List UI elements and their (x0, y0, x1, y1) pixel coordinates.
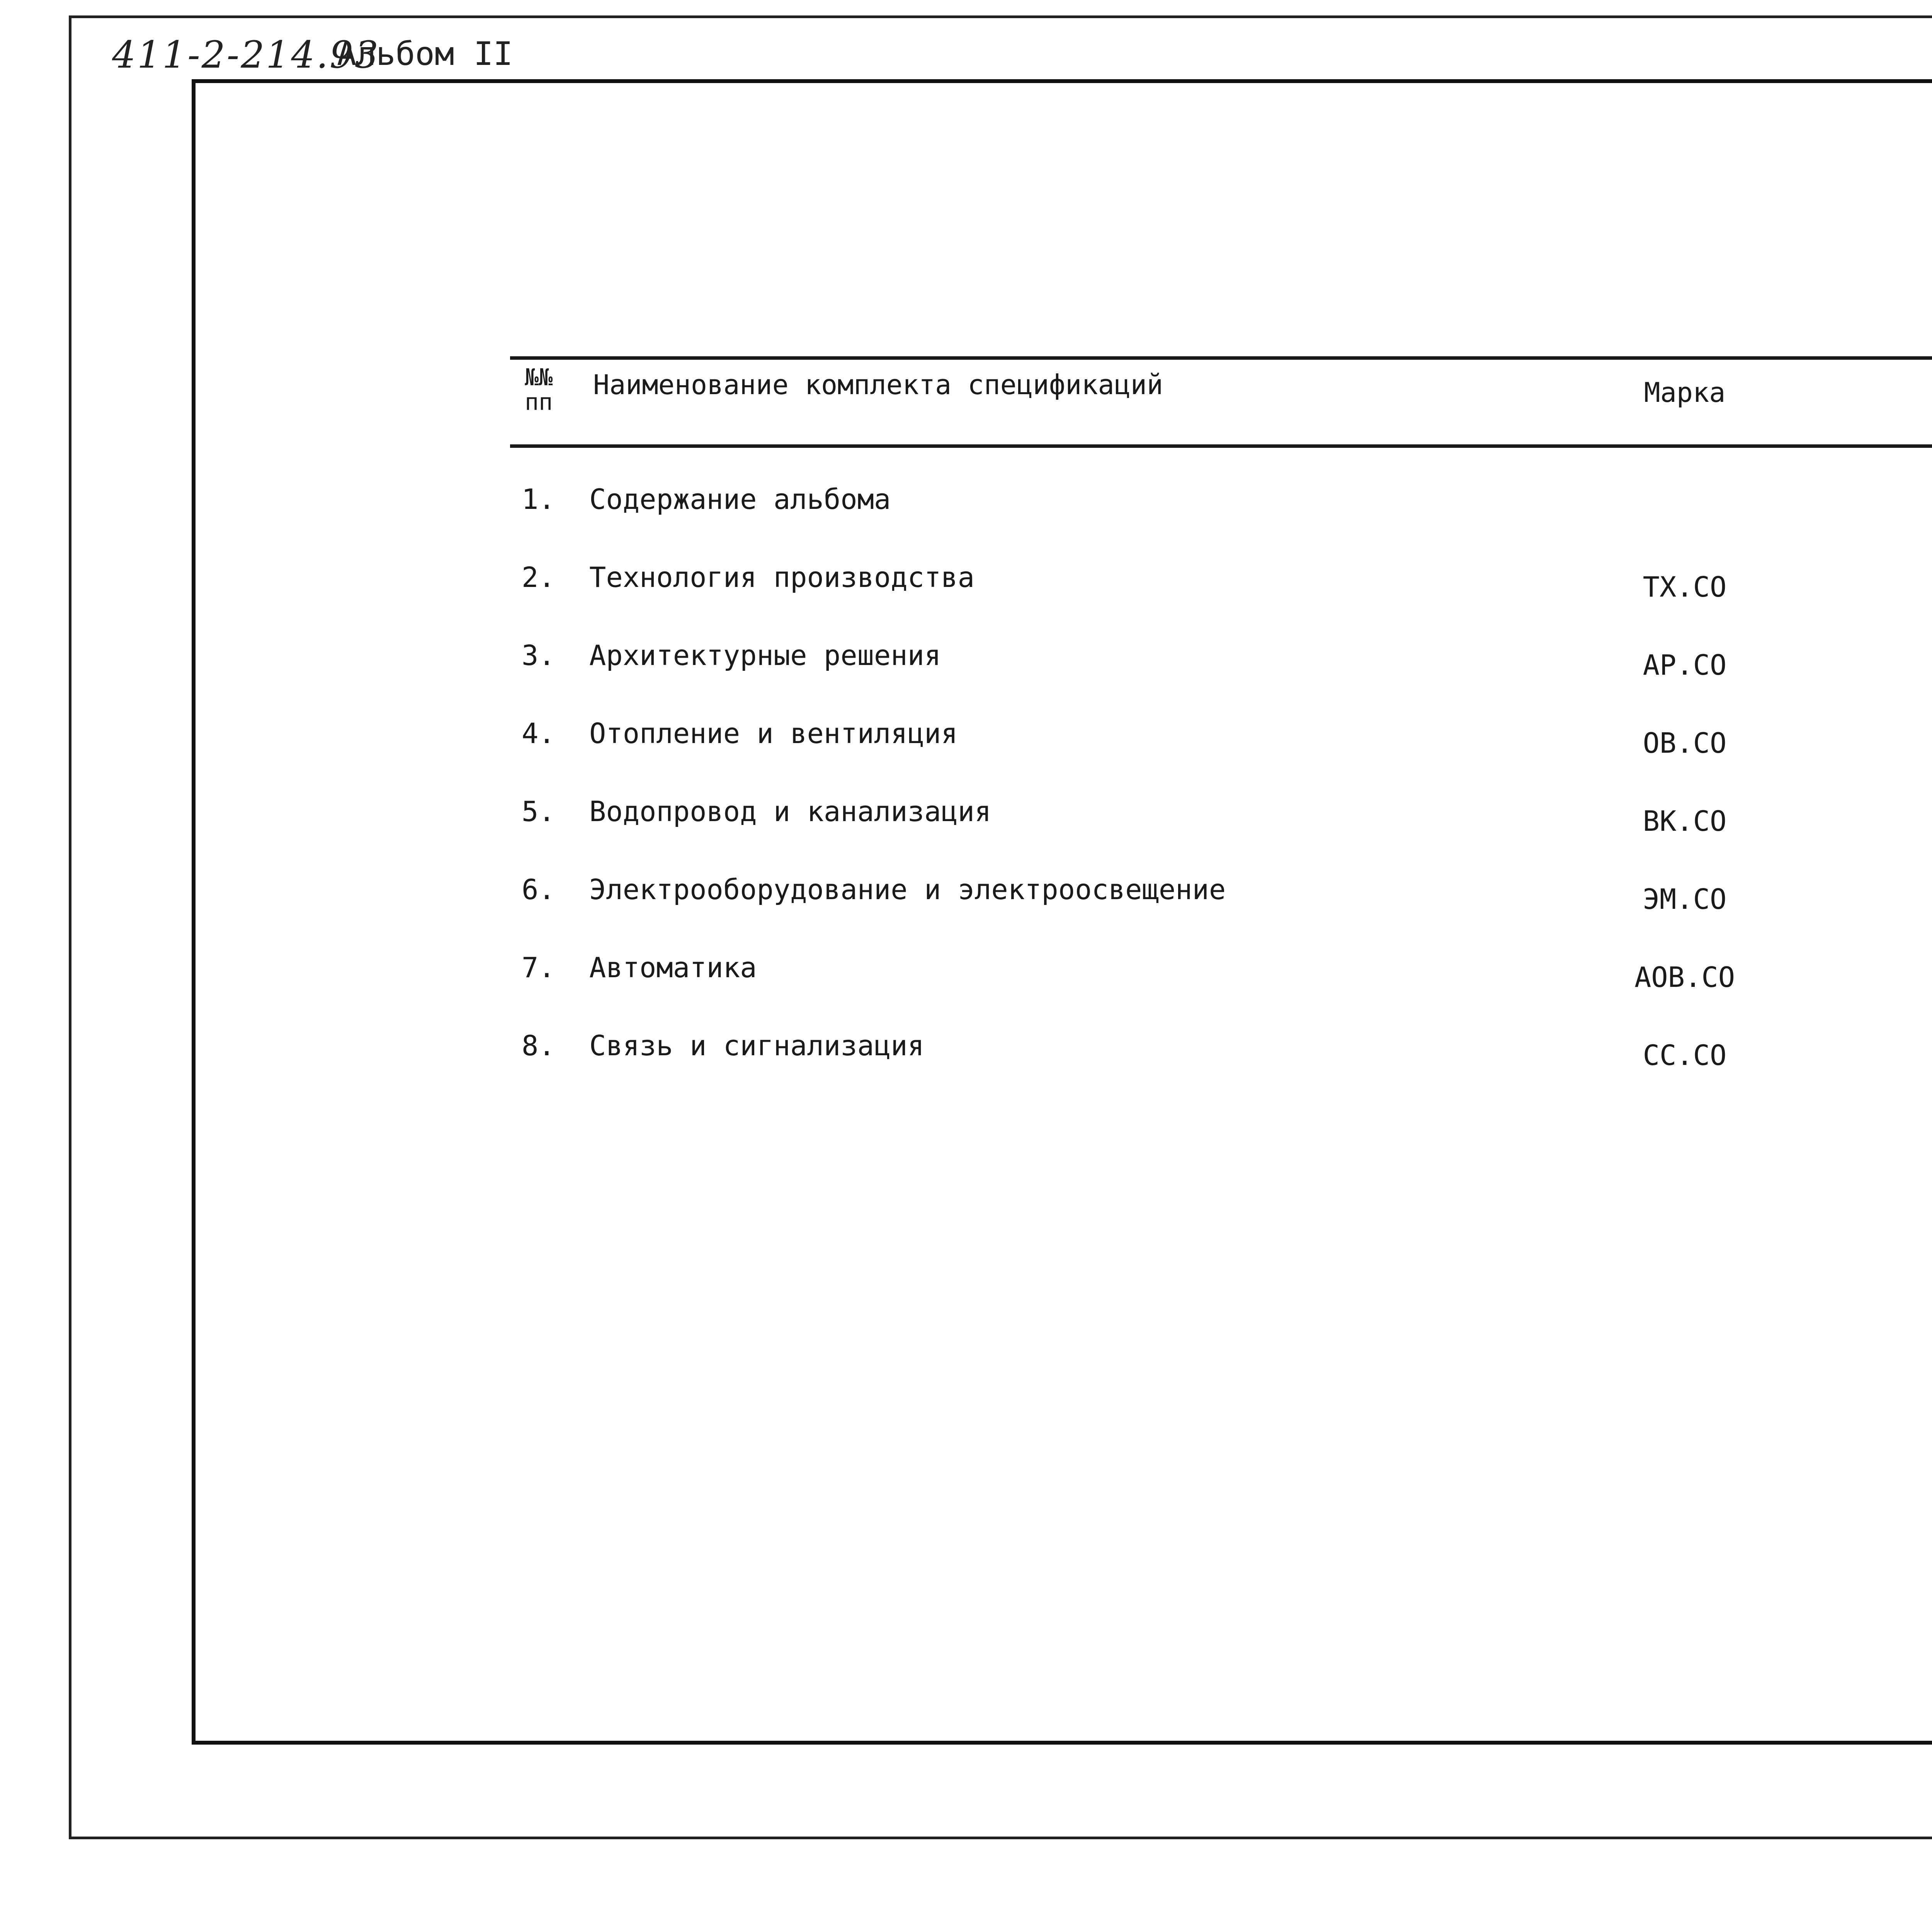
table-row (0, 795, 1932, 869)
row-page (1893, 885, 1932, 917)
table-row (0, 639, 1932, 713)
row-mark: ВК.СО (1643, 805, 1727, 837)
row-page (1893, 963, 1932, 995)
table-header-rule (510, 444, 1932, 448)
row-name: Автоматика (589, 951, 757, 984)
row-number: 8. (522, 1029, 555, 1062)
row-page (1893, 1041, 1932, 1073)
row-number: 3. (522, 639, 555, 672)
table-row (0, 951, 1932, 1025)
row-name: Отопление и вентиляция (589, 717, 958, 750)
row-mark: ЭМ.СО (1643, 883, 1727, 915)
row-number: 7. (522, 951, 555, 984)
row-number: 6. (522, 873, 555, 906)
table-row (0, 561, 1932, 634)
row-page (1893, 495, 1932, 527)
column-header-mark: Марка (1644, 377, 1726, 408)
column-header-name: Наименование комплекта спецификаций (593, 369, 1163, 401)
row-mark: АОВ.СО (1634, 961, 1735, 993)
row-number: 4. (522, 717, 555, 750)
table-row (0, 483, 1932, 556)
row-mark: ТХ.СО (1643, 571, 1727, 603)
row-name: Технология производства (589, 561, 975, 594)
row-page (1893, 651, 1932, 683)
row-page (1893, 573, 1932, 605)
column-header-number: №№ пп (525, 364, 553, 416)
column-header-pages (1917, 381, 1932, 412)
row-number: 5. (522, 795, 555, 828)
row-page (1893, 807, 1932, 839)
row-number: 2. (522, 561, 555, 594)
row-number: 1. (522, 483, 555, 515)
album-label: Альбом II (337, 35, 513, 73)
row-name: Связь и сигнализация (589, 1029, 924, 1062)
row-mark: СС.СО (1643, 1039, 1727, 1071)
row-mark: ОВ.СО (1643, 727, 1727, 759)
row-mark: АР.СО (1643, 649, 1727, 681)
row-name: Архитектурные решения (589, 639, 941, 672)
row-page (1893, 729, 1932, 761)
document-code: 411-2-214.93 (112, 33, 380, 77)
table-row (0, 873, 1932, 947)
table-row (0, 1029, 1932, 1103)
table-top-rule (510, 356, 1932, 360)
row-name: Водопровод и канализация (589, 795, 992, 828)
row-name: Содержание альбома (589, 483, 891, 515)
table-row (0, 717, 1932, 791)
row-name: Электрооборудование и электроосвещение (589, 873, 1226, 906)
